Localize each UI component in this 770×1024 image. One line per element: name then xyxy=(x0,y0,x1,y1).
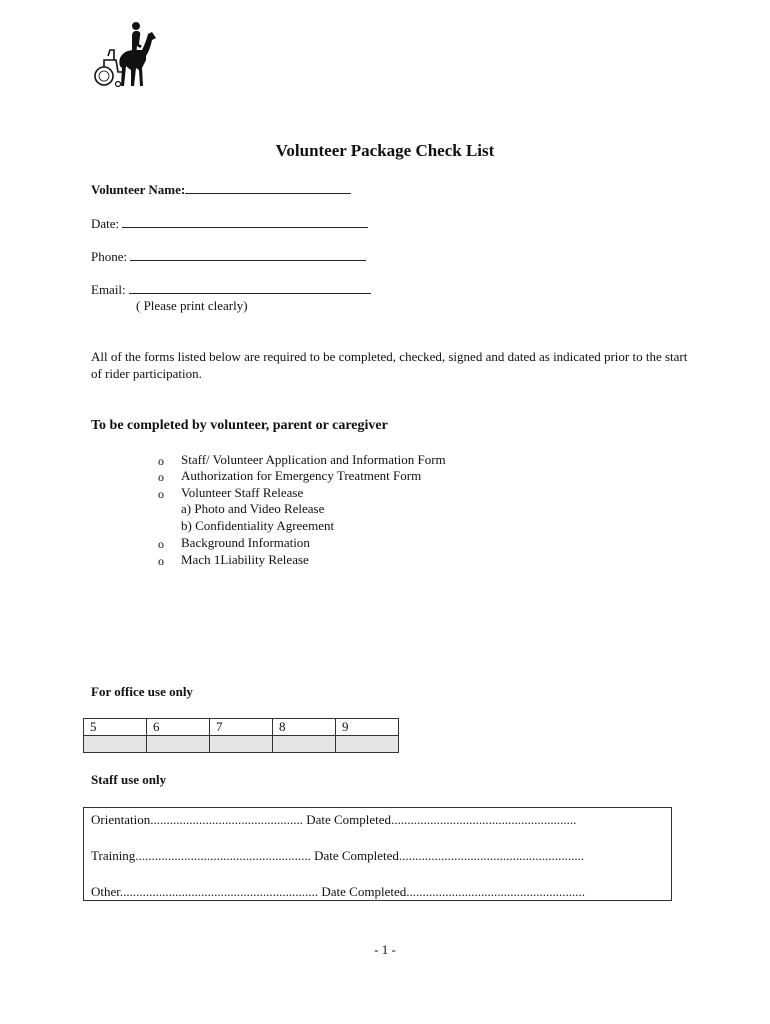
staff-row-name: Other xyxy=(91,884,120,899)
bullet-icon: o xyxy=(158,537,164,551)
email-label: Email: xyxy=(91,282,126,297)
page-number: - 1 - xyxy=(374,942,396,957)
office-column-header: 9 xyxy=(336,719,399,736)
phone-label: Phone: xyxy=(91,249,128,264)
office-use-label: For office use only xyxy=(91,684,193,699)
leader-dots[interactable]: ......................................................... xyxy=(398,848,585,863)
staff-row-orientation xyxy=(91,812,576,828)
date-completed-label: Date Completed xyxy=(306,812,392,827)
date-line[interactable] xyxy=(122,215,368,228)
office-input-cell[interactable] xyxy=(84,736,147,753)
office-column-header: 7 xyxy=(210,719,273,736)
phone-line[interactable] xyxy=(130,248,366,261)
list-item: Background Information xyxy=(181,535,310,550)
bullet-icon: o xyxy=(158,487,164,501)
list-item: Volunteer Staff Release xyxy=(181,485,304,500)
office-input-cell[interactable] xyxy=(210,736,273,753)
horse-rider-and-wheelchair-logo xyxy=(90,20,160,90)
staff-use-label: Staff use only xyxy=(91,772,167,787)
leader-dots[interactable]: ......................................................... xyxy=(391,812,577,827)
leader-dots[interactable]: ............................................................. xyxy=(119,884,319,899)
list-subitem: a) Photo and Video Release xyxy=(181,501,325,516)
staff-row-name: Orientation xyxy=(91,812,151,827)
list-item: Authorization for Emergency Treatment Form xyxy=(181,468,422,483)
volunteer-name-field[interactable] xyxy=(91,181,351,198)
date-completed-label: Date Completed xyxy=(314,848,399,863)
staff-row-training xyxy=(91,848,584,864)
office-column-header: 6 xyxy=(147,719,210,736)
list-item: Mach 1Liability Release xyxy=(181,552,309,567)
date-field[interactable] xyxy=(91,215,368,232)
page-title: Volunteer Package Check List xyxy=(275,141,495,160)
office-input-cell[interactable] xyxy=(147,736,210,753)
leader-dots[interactable]: ....................................................... xyxy=(406,884,585,899)
email-field[interactable] xyxy=(91,281,371,298)
staff-row-other xyxy=(91,884,585,900)
date-label: Date: xyxy=(91,216,120,231)
bullet-icon: o xyxy=(158,554,164,568)
leader-dots[interactable]: ............................................... xyxy=(150,812,303,827)
date-completed-label: Date Completed xyxy=(321,884,407,899)
section-heading: To be completed by volunteer, parent or caregiver xyxy=(91,418,388,433)
office-use-table xyxy=(83,718,399,753)
email-line[interactable] xyxy=(129,281,371,294)
staff-use-box xyxy=(83,807,672,901)
staff-row-name: Training xyxy=(91,848,136,863)
list-subitem: b) Confidentiality Agreement xyxy=(181,518,335,533)
leader-dots[interactable]: ...................................................... xyxy=(135,848,311,863)
list-item: Staff/ Volunteer Application and Information Form xyxy=(181,452,446,467)
bullet-icon: o xyxy=(158,470,164,484)
intro-paragraph: All of the forms listed below are required to be completed, checked, signed and dated as indicated prior to the start of rider participation. xyxy=(91,349,688,381)
phone-field[interactable] xyxy=(91,248,366,265)
office-column-header: 5 xyxy=(84,719,147,736)
office-input-cell[interactable] xyxy=(273,736,336,753)
print-note: ( Please print clearly) xyxy=(136,298,248,313)
volunteer-name-line[interactable] xyxy=(185,181,351,194)
office-column-header: 8 xyxy=(273,719,336,736)
bullet-icon: o xyxy=(158,454,164,468)
office-input-cell[interactable] xyxy=(336,736,399,753)
volunteer-name-label: Volunteer Name: xyxy=(91,182,186,197)
